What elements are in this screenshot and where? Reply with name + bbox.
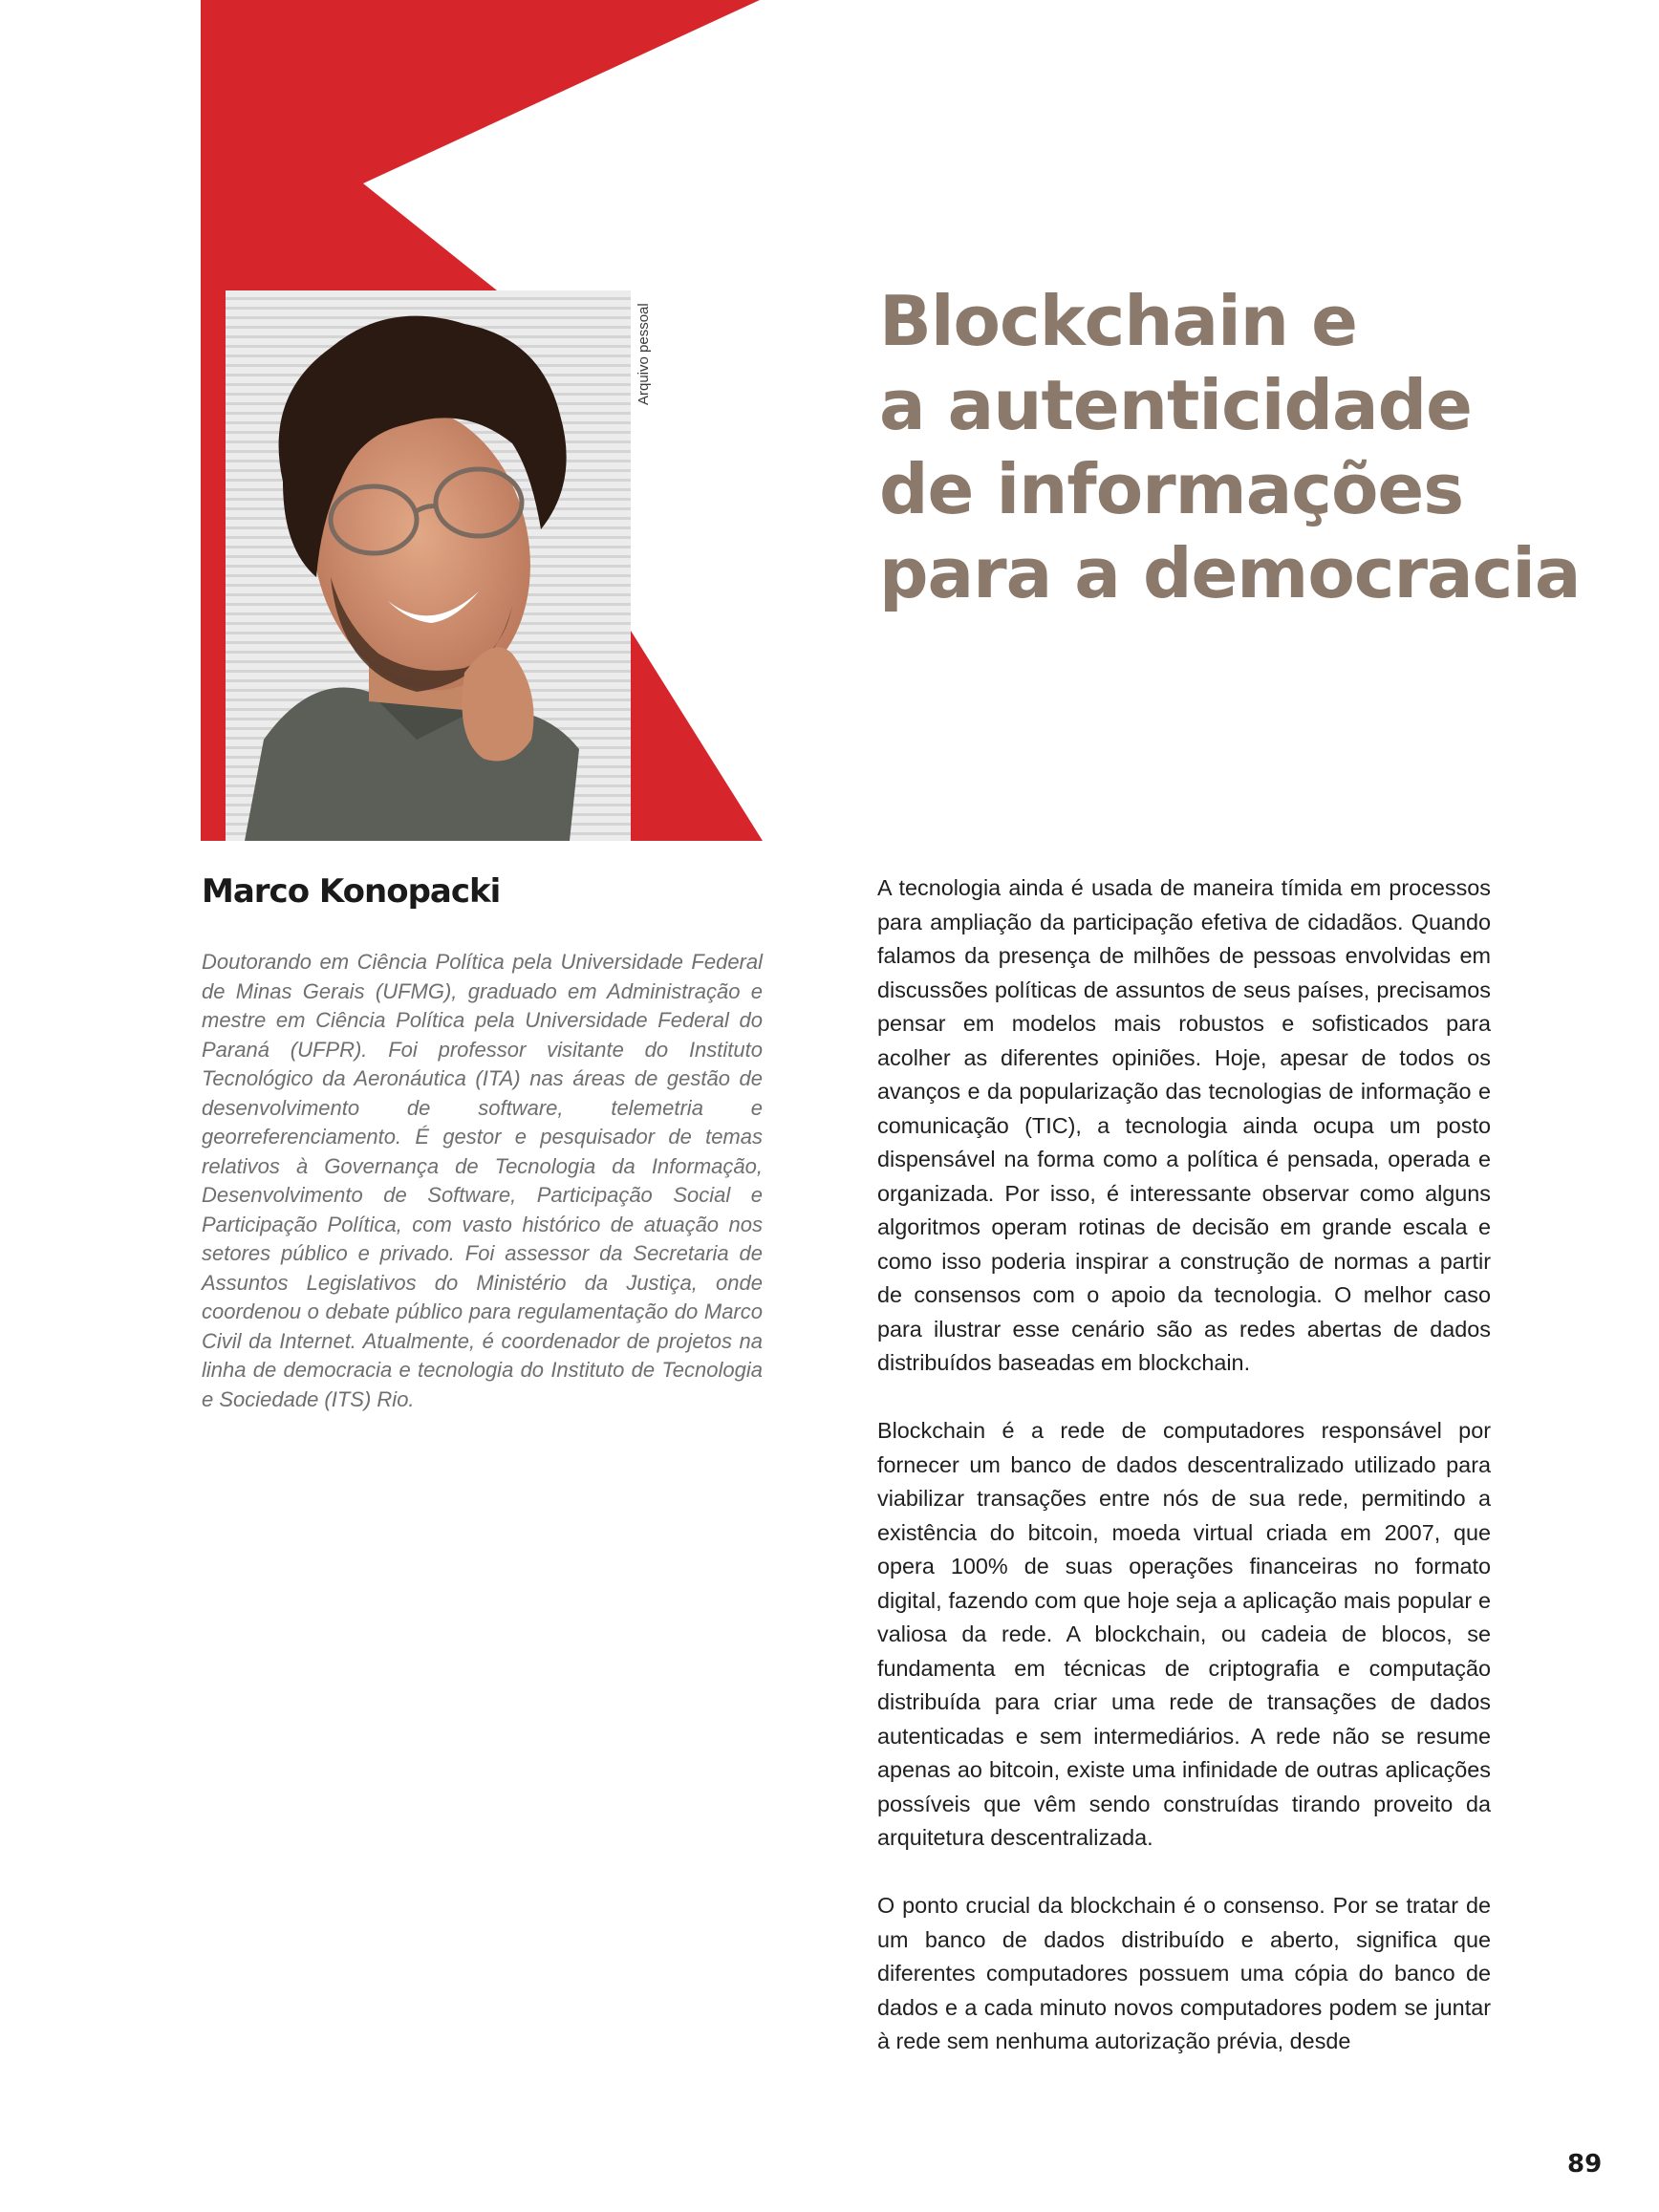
page-number: 89 <box>1567 2150 1603 2179</box>
article-body <box>877 871 1491 2093</box>
title-line: Blockchain e <box>879 281 1357 361</box>
article-title <box>879 279 1581 615</box>
title-line: para a democracia <box>879 533 1581 613</box>
photo-credit: Arquivo pessoal <box>636 303 652 405</box>
author-photo <box>226 290 631 841</box>
title-line: de informações <box>879 449 1464 529</box>
article-paragraph: A tecnologia ainda é usada de maneira tímida em processos para ampliação da participação efetiva de cidadãos. Quando falamos da presença de milhões de pessoas envolvidas em discussões políticas de assuntos de seus países, precisamos pensar em modelos mais robustos e sofisticados para acolher as diferentes opiniões. Hoje, apesar de todos os avanços e da popularização das tecnologias de informação e comunicação (TIC), a tecnologia ainda ocupa um posto dispensável na forma como a política é pensada, operada e organizada. Por isso, é interessante observar como alguns algoritmos operam rotinas de decisão em grande escala e como isso poderia inspirar a construção de normas a partir de consensos com o apoio da tecnologia. O melhor caso para ilustrar esse cenário são as redes abertas de dados distribuídos baseadas em blockchain. <box>877 875 1491 1375</box>
author-name: Marco Konopacki <box>202 872 501 911</box>
article-paragraph: Blockchain é a rede de computadores responsável por fornecer um banco de dados descentralizado utilizado para viabilizar transações entre nós de sua rede, permitindo a existência do bitcoin, moeda virtual criada em 2007, que opera 100% de suas operações financeiras no formato digital, fazendo com que hoje seja a aplicação mais popular e valiosa da rede. A blockchain, ou cadeia de blocos, se fundamenta em técnicas de criptografia e computação distribuída para criar uma rede de transações de dados autenticadas e sem intermediários. A rede não se resume apenas ao bitcoin, existe uma infinidade de outras aplicações possíveis que vêm sendo construídas tirando proveito da arquitetura descentralizada. <box>877 1418 1491 1850</box>
author-bio: Doutorando em Ciência Política pela Universidade Federal de Minas Gerais (UFMG), graduado em Administração e mestre em Ciência Política pela Universidade Federal do Paraná (UFPR). Foi professor visitante do Instituto Tecnológico da Aeronáutica (ITA) nas áreas de gestão de desenvolvimento de software, telemetria e georreferenciamento. É gestor e pesquisador de temas relativos à Governança de Tecnologia da Informação, Desenvolvimento de Software, Participação Social e Participação Política, com vasto histórico de atuação nos setores público e privado. Foi assessor da Secretaria de Assuntos Legislativos do Ministério da Justiça, onde coordenou o debate público para regulamentação do Marco Civil da Internet. Atualmente, é coordenador de projetos na linha de democracia e tecnologia do Instituto de Tecnologia e Sociedade (ITS) Rio. <box>202 950 763 1411</box>
article-paragraph: O ponto crucial da blockchain é o consenso. Por se tratar de um banco de dados distribuído e aberto, significa que diferentes computadores possuem uma cópia do banco de dados e a cada minuto novos computadores podem se juntar à rede sem nenhuma autorização prévia, desde <box>877 1893 1491 2053</box>
title-line: a autenticidade <box>879 365 1472 445</box>
